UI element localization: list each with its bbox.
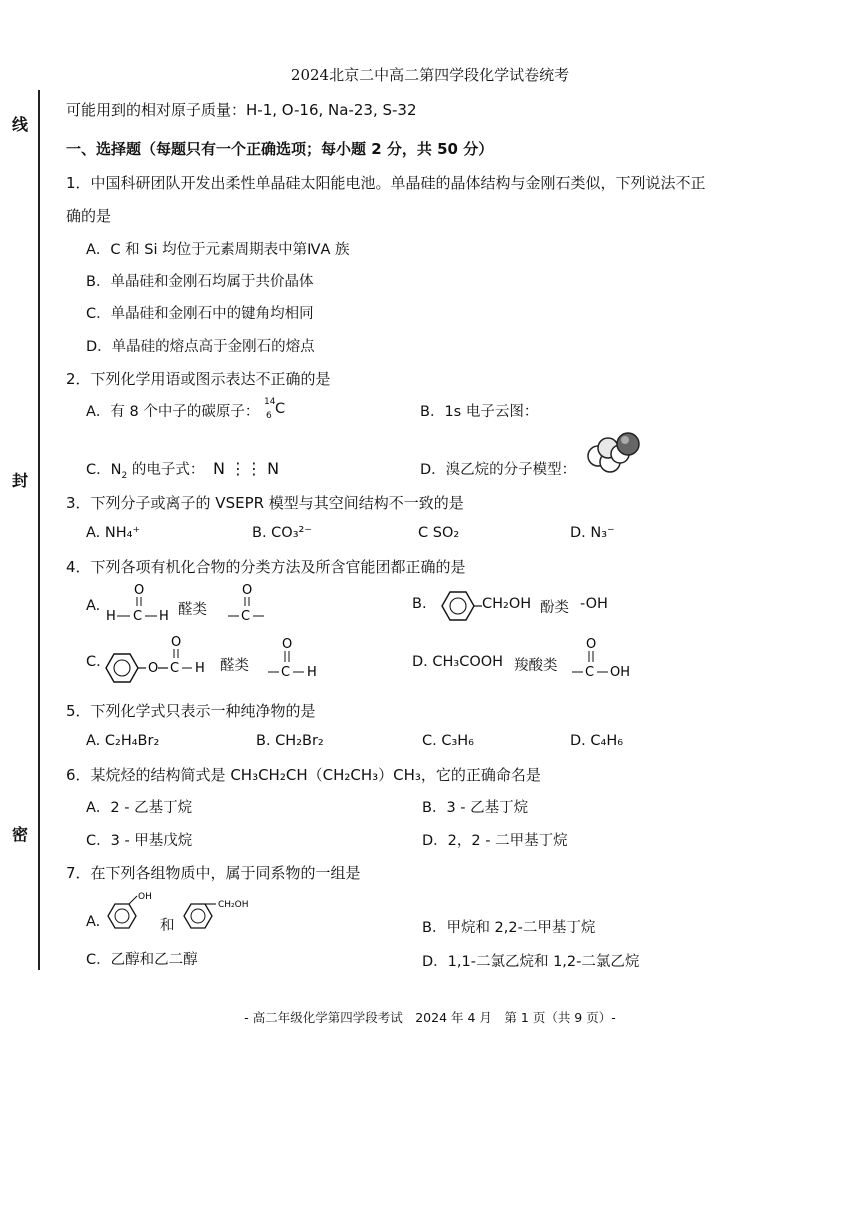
q4-option-a-label: A. — [86, 598, 101, 614]
carbon-isotope-symbol — [263, 397, 286, 421]
phenol-oh: OH — [138, 892, 152, 902]
formaldehyde-o: O — [134, 583, 145, 598]
q3-option-c: C SO₂ — [418, 525, 460, 541]
q4-option-c-class: 醛类 — [220, 658, 249, 674]
ester-carbonyl-o: O — [171, 635, 182, 650]
q2-option-d: D．溴乙烷的分子模型： — [420, 462, 577, 478]
q1-option-c: C．单晶硅和金刚石中的键角均相同 — [86, 306, 314, 322]
q4-option-b-group: -OH — [580, 596, 608, 612]
q6-option-c: C．3 - 甲基戊烷 — [86, 833, 193, 849]
page-title: 2024北京二中高二第四学段化学试卷统考 — [290, 66, 570, 84]
q2-option-c — [86, 458, 279, 481]
phenol-structure — [104, 890, 160, 936]
q1-stem-line2: 确的是 — [66, 207, 112, 225]
q3-stem: 3．下列分子或离子的 VSEPR 模型与其空间结构不一致的是 — [66, 494, 464, 512]
aldehyde-h: H — [307, 665, 317, 680]
q7-option-c: C．乙醇和乙二醇 — [86, 952, 198, 968]
q5-option-b: B. CH₂Br₂ — [256, 733, 324, 749]
margin-char-feng: 封 — [12, 471, 29, 490]
q7-option-d: D．1,1-二氯乙烷和 1,2-二氯乙烷 — [422, 954, 640, 970]
q5-option-c: C. C₃H₆ — [422, 733, 474, 749]
isotope-atomic-number: 6 — [265, 411, 272, 421]
benzyl-alcohol-structure — [180, 890, 270, 936]
q3-option-d: D. N₃⁻ — [570, 525, 615, 541]
page-footer: - 高二年级化学第四学段考试 2024 年 4 月 第 1 页（共 9 页）- — [244, 1010, 616, 1025]
ester-h: H — [195, 661, 205, 676]
q5-stem: 5．下列化学式只表示一种纯净物的是 — [66, 702, 316, 720]
bromoethane-model-icon — [584, 428, 644, 474]
carboxyl-o: O — [586, 637, 597, 652]
q2-option-c-prefix: C．N — [86, 462, 122, 478]
q5-option-a: A. C₂H₄Br₂ — [86, 733, 160, 749]
aldehyde-c: C — [281, 665, 291, 680]
carbonyl-c: C — [241, 609, 251, 624]
binding-margin-line — [38, 90, 40, 970]
q6-stem: 6．某烷烃的结构简式是 CH₃CH₂CH（CH₂CH₃）CH₃，它的正确命名是 — [66, 766, 541, 784]
n2-electron-formula: N ⋮⋮ N — [212, 459, 280, 478]
ester-o: O — [148, 661, 159, 676]
carboxyl-oh: OH — [610, 665, 631, 680]
q7-option-a-label: A. — [86, 914, 101, 930]
margin-char-xian: 线 — [12, 115, 29, 134]
q2-option-c-suffix: 的电子式： — [127, 462, 205, 478]
q2-stem: 2．下列化学用语或图示表达不正确的是 — [66, 370, 331, 388]
q4-option-b-ch2oh: CH₂OH — [482, 596, 532, 612]
q4-option-b-label: B. — [412, 596, 427, 612]
carbonyl-o: O — [242, 583, 253, 598]
formaldehyde-structure — [104, 582, 174, 628]
benzyl-ch2oh: CH₂OH — [218, 900, 249, 910]
q4-option-d-class: 羧酸类 — [514, 658, 558, 674]
carboxyl-c: C — [585, 665, 595, 680]
formaldehyde-h-right: H — [159, 609, 169, 624]
q4-option-b-class: 酚类 — [540, 600, 569, 616]
benzyl-alcohol-ring — [432, 584, 482, 628]
q1-option-b: B．单晶硅和金刚石均属于共价晶体 — [86, 274, 314, 290]
margin-char-mi: 密 — [12, 825, 29, 844]
q3-option-b: B. CO₃²⁻ — [252, 525, 312, 541]
aldehyde-o: O — [282, 637, 293, 652]
q6-option-a: A．2 - 乙基丁烷 — [86, 800, 193, 816]
isotope-mass-number: 14 — [263, 397, 276, 407]
carbonyl-group-structure — [226, 582, 272, 628]
formaldehyde-h-left: H — [106, 609, 116, 624]
q2-option-c-subscript: 2 — [121, 470, 128, 481]
q2-option-a — [86, 397, 286, 421]
formaldehyde-c: C — [133, 609, 143, 624]
q1-option-a: A．C 和 Si 均位于元素周期表中第ⅣA 族 — [86, 242, 350, 258]
q3-option-a: A. NH₄⁺ — [86, 525, 141, 541]
carboxyl-group-structure — [570, 636, 640, 686]
section-heading: 一、选择题（每题只有一个正确选项；每小题 2 分，共 50 分） — [66, 140, 494, 158]
q6-option-b: B．3 - 乙基丁烷 — [422, 800, 529, 816]
q2-option-b: B．1s 电子云图： — [420, 404, 539, 420]
q7-stem: 7．在下列各组物质中，属于同系物的一组是 — [66, 864, 361, 882]
q1-option-d: D．单晶硅的熔点高于金刚石的熔点 — [86, 339, 315, 355]
q5-option-d: D. C₄H₆ — [570, 733, 624, 749]
q4-option-c-label: C. — [86, 654, 101, 670]
phenyl-formate-structure — [102, 634, 218, 688]
isotope-element: C — [274, 401, 286, 417]
q4-option-a-class: 醛类 — [178, 602, 207, 618]
q4-option-d-label: D. CH₃COOH — [412, 654, 504, 670]
q7-option-b: B．甲烷和 2,2-二甲基丁烷 — [422, 920, 596, 936]
atomic-mass-note: 可能用到的相对原子质量：H-1, O-16, Na-23, S-32 — [66, 101, 417, 119]
q2-option-a-text: A．有 8 个中子的碳原子： — [86, 404, 260, 420]
ester-c: C — [170, 661, 180, 676]
q1-stem-line1: 1．中国科研团队开发出柔性单晶硅太阳能电池。单晶硅的晶体结构与金刚石类似，下列说法不正 — [66, 174, 706, 192]
aldehyde-group-structure — [266, 636, 326, 686]
q4-stem: 4．下列各项有机化合物的分类方法及所含官能团都正确的是 — [66, 558, 466, 576]
q6-option-d: D．2，2 - 二甲基丁烷 — [422, 833, 568, 849]
q7-option-a-and: 和 — [160, 918, 175, 934]
